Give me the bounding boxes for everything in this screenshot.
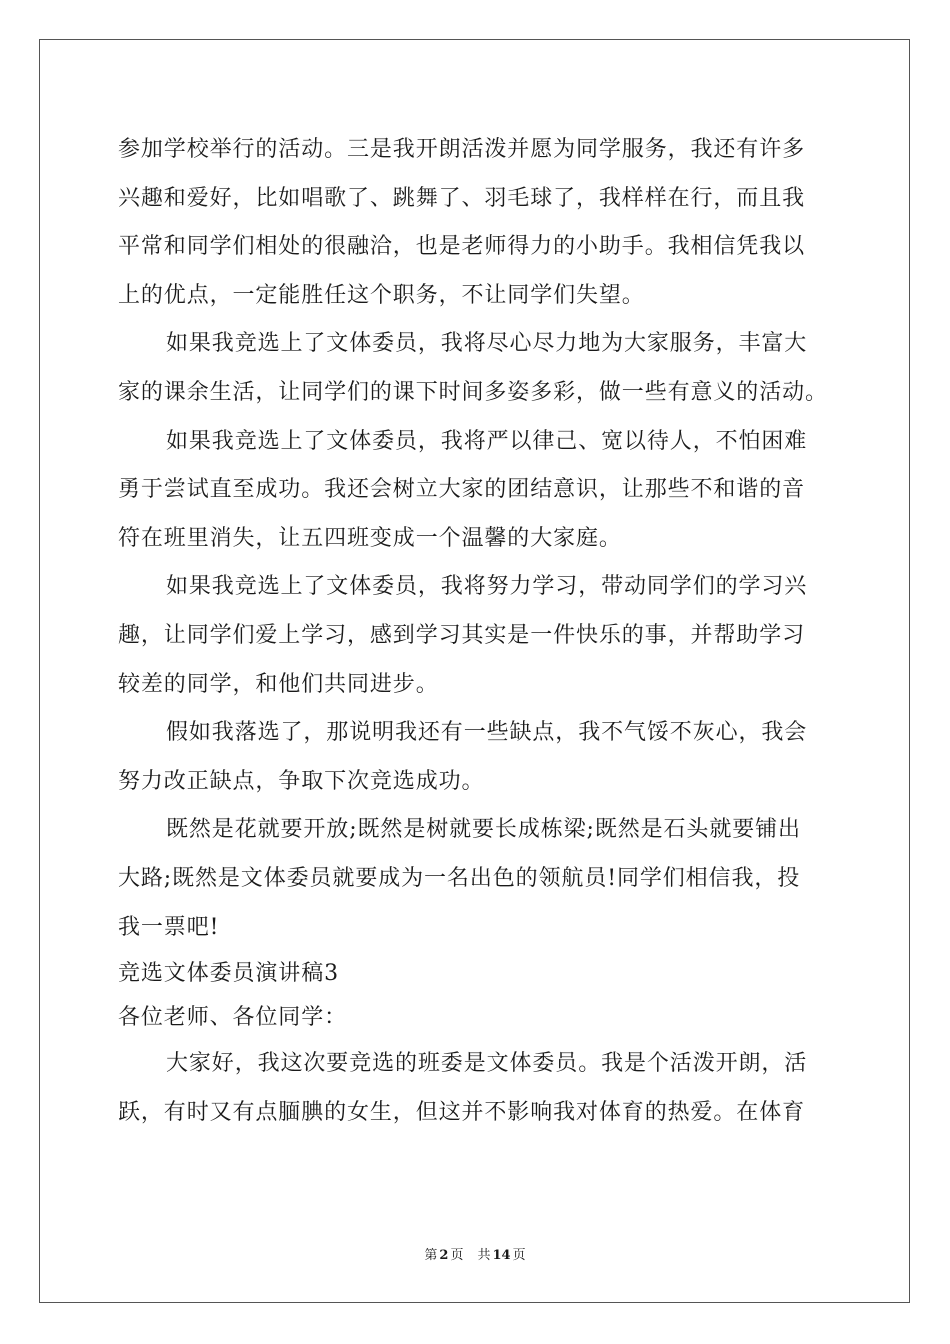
paragraph-start: 如果我竞选上了文体委员，我将尽心尽力地为大家服务，丰富大: [166, 331, 808, 357]
text-line: 符在班里消失，让五四班变成一个温馨的大家庭。: [118, 525, 622, 551]
section-title: 竞选文体委员演讲稿3: [118, 961, 339, 987]
paragraph-start: 如果我竞选上了文体委员，我将努力学习，带动同学们的学习兴: [166, 574, 808, 600]
text-line: 努力改正缺点，争取下次竞选成功。: [118, 768, 485, 794]
paragraph-start: 假如我落选了，那说明我还有一些缺点，我不气馁不灰心，我会: [166, 720, 808, 746]
page-footer: [0, 1244, 950, 1263]
text-line: 跃，有时又有点腼腆的女生，但这并不影响我对体育的热爱。在体育: [118, 1099, 806, 1125]
total-prefix: 共: [477, 1248, 491, 1263]
paragraph-start: 如果我竞选上了文体委员，我将严以律己、宽以待人，不怕困难: [166, 428, 808, 454]
text-line: 上的优点，一定能胜任这个职务，不让同学们失望。: [118, 282, 645, 308]
text-line: 勇于尝试直至成功。我还会树立大家的团结意识，让那些不和谐的音: [118, 477, 806, 503]
total-suffix: 页: [512, 1248, 526, 1263]
text-line: 我一票吧!: [118, 914, 220, 940]
page-suffix: 页: [450, 1248, 464, 1263]
paragraph-start: 既然是花就要开放;既然是树就要长成栋梁;既然是石头就要铺出: [166, 817, 801, 843]
text-line: 兴趣和爱好，比如唱歌了、跳舞了、羽毛球了，我样样在行，而且我: [118, 185, 806, 211]
page-number: 2: [439, 1248, 449, 1263]
text-line: 较差的同学，和他们共同进步。: [118, 671, 439, 697]
paragraph-start: 大家好，我这次要竞选的班委是文体委员。我是个活泼开朗，活: [166, 1051, 808, 1077]
salutation: 各位老师、各位同学：: [118, 1005, 348, 1031]
text-line: 参加学校举行的活动。三是我开朗活泼并愿为同学服务，我还有许多: [118, 137, 806, 162]
total-pages: 14: [492, 1248, 511, 1263]
text-line: 趣，让同学们爱上学习，感到学习其实是一件快乐的事，并帮助学习: [118, 622, 806, 648]
text-line: 平常和同学们相处的很融洽，也是老师得力的小助手。我相信凭我以: [118, 234, 806, 260]
document-body: [118, 126, 838, 1137]
page-prefix: 第: [424, 1248, 438, 1263]
text-line: 大路;既然是文体委员就要成为一名出色的领航员!同学们相信我，投: [118, 865, 801, 891]
text-line: 家的课余生活，让同学们的课下时间多姿多彩，做一些有意义的活动。: [118, 379, 828, 405]
